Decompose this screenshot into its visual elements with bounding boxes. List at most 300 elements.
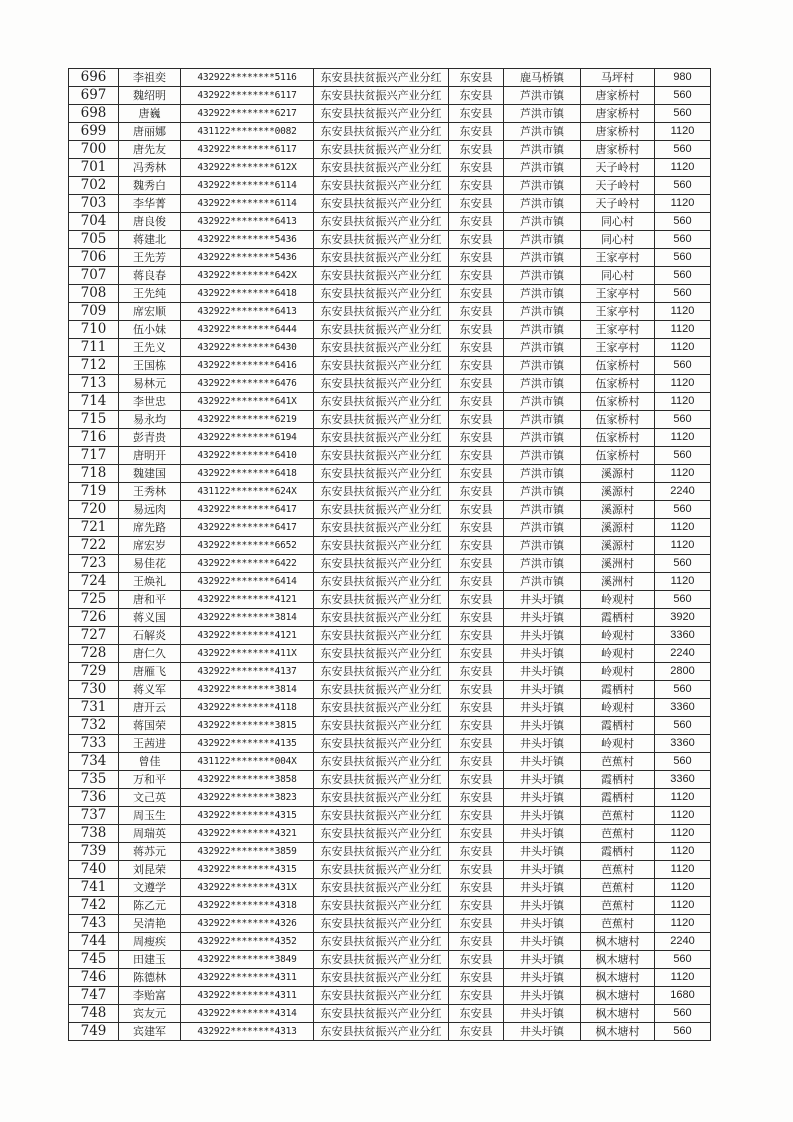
- county-cell: 东安县: [449, 249, 504, 267]
- person-name-cell: 李贻富: [119, 987, 181, 1005]
- project-name-cell: 东安县扶贫振兴产业分红: [314, 753, 449, 771]
- amount-cell: 1120: [655, 393, 711, 411]
- village-cell: 王家亭村: [581, 321, 655, 339]
- county-cell: 东安县: [449, 879, 504, 897]
- row-number-cell: 728: [69, 645, 119, 663]
- amount-cell: 1120: [655, 159, 711, 177]
- person-name-cell: 宾友元: [119, 1005, 181, 1023]
- township-cell: 井头圩镇: [504, 753, 581, 771]
- person-name-cell: 陈德林: [119, 969, 181, 987]
- amount-cell: 560: [655, 591, 711, 609]
- village-cell: 同心村: [581, 213, 655, 231]
- township-cell: 芦洪市镇: [504, 267, 581, 285]
- amount-cell: 3360: [655, 771, 711, 789]
- table-row: [69, 339, 711, 357]
- row-number-cell: 715: [69, 411, 119, 429]
- project-name-cell: 东安县扶贫振兴产业分红: [314, 69, 449, 87]
- row-number-cell: 724: [69, 573, 119, 591]
- amount-cell: 1680: [655, 987, 711, 1005]
- table-row: [69, 735, 711, 753]
- county-cell: 东安县: [449, 789, 504, 807]
- row-number-cell: 711: [69, 339, 119, 357]
- person-name-cell: 魏建国: [119, 465, 181, 483]
- row-number-cell: 703: [69, 195, 119, 213]
- amount-cell: 560: [655, 231, 711, 249]
- person-name-cell: 席宏岁: [119, 537, 181, 555]
- id-number-cell: 432922********4311: [181, 969, 314, 987]
- table-row: [69, 843, 711, 861]
- amount-cell: 1120: [655, 375, 711, 393]
- person-name-cell: 周瘦疾: [119, 933, 181, 951]
- amount-cell: 1120: [655, 123, 711, 141]
- person-name-cell: 宾建军: [119, 1023, 181, 1041]
- row-number-cell: 736: [69, 789, 119, 807]
- township-cell: 芦洪市镇: [504, 429, 581, 447]
- township-cell: 芦洪市镇: [504, 411, 581, 429]
- row-number-cell: 738: [69, 825, 119, 843]
- project-name-cell: 东安县扶贫振兴产业分红: [314, 249, 449, 267]
- id-number-cell: 432922********4311: [181, 987, 314, 1005]
- id-number-cell: 432922********4321: [181, 825, 314, 843]
- id-number-cell: 432922********6413: [181, 303, 314, 321]
- village-cell: 王家亭村: [581, 249, 655, 267]
- person-name-cell: 李华菁: [119, 195, 181, 213]
- person-name-cell: 易林元: [119, 375, 181, 393]
- table-row: [69, 645, 711, 663]
- county-cell: 东安县: [449, 951, 504, 969]
- person-name-cell: 席宏顺: [119, 303, 181, 321]
- village-cell: 枫木塘村: [581, 933, 655, 951]
- table-row: [69, 897, 711, 915]
- project-name-cell: 东安县扶贫振兴产业分红: [314, 123, 449, 141]
- project-name-cell: 东安县扶贫振兴产业分红: [314, 825, 449, 843]
- village-cell: 王家亭村: [581, 303, 655, 321]
- person-name-cell: 文遵学: [119, 879, 181, 897]
- township-cell: 井头圩镇: [504, 825, 581, 843]
- township-cell: 芦洪市镇: [504, 537, 581, 555]
- table-row: [69, 1005, 711, 1023]
- village-cell: 芭蕉村: [581, 753, 655, 771]
- table-row: [69, 357, 711, 375]
- township-cell: 芦洪市镇: [504, 249, 581, 267]
- county-cell: 东安县: [449, 123, 504, 141]
- row-number-cell: 745: [69, 951, 119, 969]
- table-row: [69, 501, 711, 519]
- township-cell: 芦洪市镇: [504, 123, 581, 141]
- county-cell: 东安县: [449, 267, 504, 285]
- county-cell: 东安县: [449, 501, 504, 519]
- township-cell: 芦洪市镇: [504, 375, 581, 393]
- township-cell: 芦洪市镇: [504, 105, 581, 123]
- county-cell: 东安县: [449, 393, 504, 411]
- row-number-cell: 717: [69, 447, 119, 465]
- row-number-cell: 705: [69, 231, 119, 249]
- row-number-cell: 733: [69, 735, 119, 753]
- project-name-cell: 东安县扶贫振兴产业分红: [314, 87, 449, 105]
- person-name-cell: 冯秀林: [119, 159, 181, 177]
- county-cell: 东安县: [449, 933, 504, 951]
- id-number-cell: 432922********3814: [181, 681, 314, 699]
- township-cell: 芦洪市镇: [504, 141, 581, 159]
- table-row: [69, 573, 711, 591]
- county-cell: 东安县: [449, 465, 504, 483]
- county-cell: 东安县: [449, 141, 504, 159]
- township-cell: 芦洪市镇: [504, 573, 581, 591]
- id-number-cell: 432922********6117: [181, 87, 314, 105]
- county-cell: 东安县: [449, 771, 504, 789]
- project-name-cell: 东安县扶贫振兴产业分红: [314, 321, 449, 339]
- amount-cell: 560: [655, 177, 711, 195]
- person-name-cell: 王茜进: [119, 735, 181, 753]
- row-number-cell: 732: [69, 717, 119, 735]
- township-cell: 井头圩镇: [504, 807, 581, 825]
- village-cell: 伍家桥村: [581, 393, 655, 411]
- amount-cell: 560: [655, 249, 711, 267]
- table-row: [69, 807, 711, 825]
- amount-cell: 1120: [655, 825, 711, 843]
- amount-cell: 1120: [655, 321, 711, 339]
- project-name-cell: 东安县扶贫振兴产业分红: [314, 627, 449, 645]
- id-number-cell: 432922********6444: [181, 321, 314, 339]
- id-number-cell: 432922********6652: [181, 537, 314, 555]
- project-name-cell: 东安县扶贫振兴产业分红: [314, 861, 449, 879]
- township-cell: 芦洪市镇: [504, 483, 581, 501]
- village-cell: 岭观村: [581, 699, 655, 717]
- township-cell: 芦洪市镇: [504, 177, 581, 195]
- table-row: [69, 123, 711, 141]
- row-number-cell: 748: [69, 1005, 119, 1023]
- id-number-cell: 432922********4318: [181, 897, 314, 915]
- row-number-cell: 721: [69, 519, 119, 537]
- amount-cell: 1120: [655, 519, 711, 537]
- person-name-cell: 彭青贵: [119, 429, 181, 447]
- id-number-cell: 432922********4135: [181, 735, 314, 753]
- row-number-cell: 712: [69, 357, 119, 375]
- township-cell: 井头圩镇: [504, 771, 581, 789]
- row-number-cell: 698: [69, 105, 119, 123]
- project-name-cell: 东安县扶贫振兴产业分红: [314, 105, 449, 123]
- township-cell: 井头圩镇: [504, 789, 581, 807]
- table-row: [69, 231, 711, 249]
- table-row: [69, 285, 711, 303]
- village-cell: 溪源村: [581, 465, 655, 483]
- township-cell: 芦洪市镇: [504, 285, 581, 303]
- id-number-cell: 432922********6114: [181, 177, 314, 195]
- id-number-cell: 432922********3859: [181, 843, 314, 861]
- table-row: [69, 879, 711, 897]
- row-number-cell: 713: [69, 375, 119, 393]
- project-name-cell: 东安县扶贫振兴产业分红: [314, 195, 449, 213]
- amount-cell: 560: [655, 753, 711, 771]
- village-cell: 芭蕉村: [581, 879, 655, 897]
- county-cell: 东安县: [449, 285, 504, 303]
- project-name-cell: 东安县扶贫振兴产业分红: [314, 807, 449, 825]
- amount-cell: 560: [655, 357, 711, 375]
- table-row: [69, 159, 711, 177]
- table-row: [69, 411, 711, 429]
- project-name-cell: 东安县扶贫振兴产业分红: [314, 771, 449, 789]
- table-row: [69, 717, 711, 735]
- id-number-cell: 432922********6417: [181, 501, 314, 519]
- person-name-cell: 魏绍明: [119, 87, 181, 105]
- project-name-cell: 东安县扶贫振兴产业分红: [314, 555, 449, 573]
- village-cell: 马坪村: [581, 69, 655, 87]
- id-number-cell: 432922********3849: [181, 951, 314, 969]
- table-row: [69, 429, 711, 447]
- project-name-cell: 东安县扶贫振兴产业分红: [314, 681, 449, 699]
- row-number-cell: 720: [69, 501, 119, 519]
- village-cell: 同心村: [581, 231, 655, 249]
- person-name-cell: 伍小妹: [119, 321, 181, 339]
- row-number-cell: 730: [69, 681, 119, 699]
- amount-cell: 1120: [655, 465, 711, 483]
- amount-cell: 2240: [655, 933, 711, 951]
- id-number-cell: 432922********3823: [181, 789, 314, 807]
- id-number-cell: 431122********624X: [181, 483, 314, 501]
- person-name-cell: 蒋苏元: [119, 843, 181, 861]
- county-cell: 东安县: [449, 411, 504, 429]
- amount-cell: 560: [655, 285, 711, 303]
- village-cell: 霞栖村: [581, 789, 655, 807]
- person-name-cell: 席先路: [119, 519, 181, 537]
- project-name-cell: 东安县扶贫振兴产业分红: [314, 897, 449, 915]
- table-row: [69, 483, 711, 501]
- county-cell: 东安县: [449, 357, 504, 375]
- row-number-cell: 727: [69, 627, 119, 645]
- person-name-cell: 万和平: [119, 771, 181, 789]
- amount-cell: 1120: [655, 303, 711, 321]
- county-cell: 东安县: [449, 987, 504, 1005]
- village-cell: 芭蕉村: [581, 915, 655, 933]
- dividend-roster-table: [68, 68, 711, 1041]
- project-name-cell: 东安县扶贫振兴产业分红: [314, 519, 449, 537]
- table-row: [69, 609, 711, 627]
- person-name-cell: 王先义: [119, 339, 181, 357]
- row-number-cell: 706: [69, 249, 119, 267]
- township-cell: 芦洪市镇: [504, 159, 581, 177]
- person-name-cell: 王先纯: [119, 285, 181, 303]
- id-number-cell: 432922********4137: [181, 663, 314, 681]
- person-name-cell: 陈乙元: [119, 897, 181, 915]
- project-name-cell: 东安县扶贫振兴产业分红: [314, 591, 449, 609]
- amount-cell: 3360: [655, 735, 711, 753]
- row-number-cell: 741: [69, 879, 119, 897]
- township-cell: 井头圩镇: [504, 609, 581, 627]
- table-row: [69, 87, 711, 105]
- village-cell: 溪源村: [581, 537, 655, 555]
- county-cell: 东安县: [449, 231, 504, 249]
- project-name-cell: 东安县扶贫振兴产业分红: [314, 951, 449, 969]
- township-cell: 井头圩镇: [504, 843, 581, 861]
- county-cell: 东安县: [449, 483, 504, 501]
- project-name-cell: 东安县扶贫振兴产业分红: [314, 375, 449, 393]
- township-cell: 井头圩镇: [504, 681, 581, 699]
- amount-cell: 560: [655, 87, 711, 105]
- id-number-cell: 432922********411X: [181, 645, 314, 663]
- township-cell: 井头圩镇: [504, 627, 581, 645]
- township-cell: 井头圩镇: [504, 699, 581, 717]
- township-cell: 芦洪市镇: [504, 303, 581, 321]
- township-cell: 芦洪市镇: [504, 501, 581, 519]
- project-name-cell: 东安县扶贫振兴产业分红: [314, 267, 449, 285]
- project-name-cell: 东安县扶贫振兴产业分红: [314, 357, 449, 375]
- county-cell: 东安县: [449, 735, 504, 753]
- id-number-cell: 432922********4315: [181, 861, 314, 879]
- person-name-cell: 王国栋: [119, 357, 181, 375]
- county-cell: 东安县: [449, 321, 504, 339]
- row-number-cell: 742: [69, 897, 119, 915]
- village-cell: 霞栖村: [581, 609, 655, 627]
- amount-cell: 2240: [655, 645, 711, 663]
- amount-cell: 1120: [655, 429, 711, 447]
- county-cell: 东安县: [449, 447, 504, 465]
- id-number-cell: 432922********6117: [181, 141, 314, 159]
- table-row: [69, 519, 711, 537]
- county-cell: 东安县: [449, 969, 504, 987]
- id-number-cell: 432922********612X: [181, 159, 314, 177]
- amount-cell: 560: [655, 267, 711, 285]
- id-number-cell: 432922********6430: [181, 339, 314, 357]
- amount-cell: 1120: [655, 897, 711, 915]
- row-number-cell: 744: [69, 933, 119, 951]
- village-cell: 枫木塘村: [581, 969, 655, 987]
- township-cell: 井头圩镇: [504, 1005, 581, 1023]
- person-name-cell: 唐雁飞: [119, 663, 181, 681]
- table-row: [69, 861, 711, 879]
- county-cell: 东安县: [449, 1005, 504, 1023]
- project-name-cell: 东安县扶贫振兴产业分红: [314, 1023, 449, 1041]
- row-number-cell: 719: [69, 483, 119, 501]
- township-cell: 井头圩镇: [504, 897, 581, 915]
- village-cell: 枫木塘村: [581, 987, 655, 1005]
- amount-cell: 560: [655, 105, 711, 123]
- township-cell: 芦洪市镇: [504, 195, 581, 213]
- project-name-cell: 东安县扶贫振兴产业分红: [314, 933, 449, 951]
- id-number-cell: 432922********4352: [181, 933, 314, 951]
- row-number-cell: 726: [69, 609, 119, 627]
- row-number-cell: 740: [69, 861, 119, 879]
- id-number-cell: 432922********6413: [181, 213, 314, 231]
- row-number-cell: 716: [69, 429, 119, 447]
- amount-cell: 560: [655, 951, 711, 969]
- table-row: [69, 699, 711, 717]
- county-cell: 东安县: [449, 825, 504, 843]
- county-cell: 东安县: [449, 429, 504, 447]
- row-number-cell: 702: [69, 177, 119, 195]
- county-cell: 东安县: [449, 87, 504, 105]
- id-number-cell: 432922********4315: [181, 807, 314, 825]
- id-number-cell: 432922********6219: [181, 411, 314, 429]
- village-cell: 天子岭村: [581, 177, 655, 195]
- person-name-cell: 石解炎: [119, 627, 181, 645]
- village-cell: 岭观村: [581, 591, 655, 609]
- township-cell: 芦洪市镇: [504, 465, 581, 483]
- project-name-cell: 东安县扶贫振兴产业分红: [314, 915, 449, 933]
- amount-cell: 2240: [655, 483, 711, 501]
- table-row: [69, 393, 711, 411]
- amount-cell: 980: [655, 69, 711, 87]
- project-name-cell: 东安县扶贫振兴产业分红: [314, 501, 449, 519]
- table-row: [69, 771, 711, 789]
- township-cell: 井头圩镇: [504, 933, 581, 951]
- person-name-cell: 李祖奕: [119, 69, 181, 87]
- township-cell: 芦洪市镇: [504, 231, 581, 249]
- person-name-cell: 易永均: [119, 411, 181, 429]
- id-number-cell: 432922********6410: [181, 447, 314, 465]
- id-number-cell: 431122********004X: [181, 753, 314, 771]
- village-cell: 天子岭村: [581, 195, 655, 213]
- village-cell: 霞栖村: [581, 717, 655, 735]
- project-name-cell: 东安县扶贫振兴产业分红: [314, 879, 449, 897]
- amount-cell: 560: [655, 717, 711, 735]
- id-number-cell: 432922********6114: [181, 195, 314, 213]
- county-cell: 东安县: [449, 555, 504, 573]
- person-name-cell: 王焕礼: [119, 573, 181, 591]
- county-cell: 东安县: [449, 105, 504, 123]
- amount-cell: 3360: [655, 699, 711, 717]
- table-row: [69, 105, 711, 123]
- id-number-cell: 432922********431X: [181, 879, 314, 897]
- table-row: [69, 375, 711, 393]
- county-cell: 东安县: [449, 663, 504, 681]
- row-number-cell: 743: [69, 915, 119, 933]
- village-cell: 同心村: [581, 267, 655, 285]
- village-cell: 唐家桥村: [581, 105, 655, 123]
- village-cell: 王家亭村: [581, 339, 655, 357]
- person-name-cell: 唐仁久: [119, 645, 181, 663]
- table-row: [69, 825, 711, 843]
- id-number-cell: 431122********0082: [181, 123, 314, 141]
- id-number-cell: 432922********641X: [181, 393, 314, 411]
- person-name-cell: 唐开云: [119, 699, 181, 717]
- township-cell: 井头圩镇: [504, 735, 581, 753]
- township-cell: 井头圩镇: [504, 879, 581, 897]
- county-cell: 东安县: [449, 69, 504, 87]
- village-cell: 芭蕉村: [581, 807, 655, 825]
- id-number-cell: 432922********6414: [181, 573, 314, 591]
- table-row: [69, 987, 711, 1005]
- table-row: [69, 213, 711, 231]
- id-number-cell: 432922********4313: [181, 1023, 314, 1041]
- person-name-cell: 李世忠: [119, 393, 181, 411]
- project-name-cell: 东安县扶贫振兴产业分红: [314, 735, 449, 753]
- county-cell: 东安县: [449, 195, 504, 213]
- person-name-cell: 吴清艳: [119, 915, 181, 933]
- table-row: [69, 249, 711, 267]
- village-cell: 伍家桥村: [581, 357, 655, 375]
- id-number-cell: 432922********6417: [181, 519, 314, 537]
- county-cell: 东安县: [449, 159, 504, 177]
- roster-body: [69, 69, 711, 1041]
- row-number-cell: 734: [69, 753, 119, 771]
- county-cell: 东安县: [449, 1023, 504, 1041]
- village-cell: 溪源村: [581, 483, 655, 501]
- village-cell: 伍家桥村: [581, 429, 655, 447]
- village-cell: 霞栖村: [581, 681, 655, 699]
- village-cell: 唐家桥村: [581, 123, 655, 141]
- county-cell: 东安县: [449, 627, 504, 645]
- amount-cell: 2800: [655, 663, 711, 681]
- township-cell: 鹿马桥镇: [504, 69, 581, 87]
- id-number-cell: 432922********3858: [181, 771, 314, 789]
- amount-cell: 560: [655, 447, 711, 465]
- project-name-cell: 东安县扶贫振兴产业分红: [314, 429, 449, 447]
- table-row: [69, 537, 711, 555]
- township-cell: 芦洪市镇: [504, 447, 581, 465]
- person-name-cell: 王秀林: [119, 483, 181, 501]
- township-cell: 井头圩镇: [504, 663, 581, 681]
- id-number-cell: 432922********3815: [181, 717, 314, 735]
